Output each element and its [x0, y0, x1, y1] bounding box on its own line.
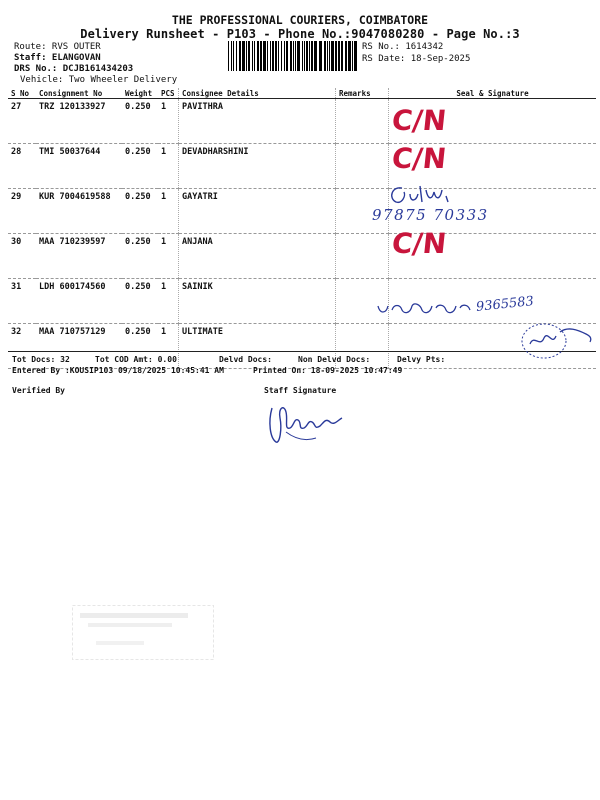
staff-signature-image	[264, 398, 348, 450]
handwritten-cn-30: C/N	[390, 227, 448, 260]
total-cod-amount: Tot COD Amt: 0.00	[95, 355, 177, 364]
col-sno: S No	[8, 88, 36, 99]
handwritten-cn-27: C/N	[390, 104, 448, 137]
staff-signature-label: Staff Signature	[264, 386, 337, 395]
row-weight: 0.250	[122, 234, 158, 279]
printed-on: Printed On: 18-09-2025 10:47:49	[253, 366, 403, 375]
col-consignee: Consignee Details	[179, 88, 336, 99]
row-sno: 27	[8, 99, 36, 144]
row-consignment: KUR 7004619588	[36, 189, 122, 234]
rs-date: RS Date: 18-Sep-2025	[362, 54, 471, 64]
table-bottom-rule	[8, 351, 596, 352]
table-row	[8, 144, 596, 189]
row-weight: 0.250	[122, 144, 158, 189]
verified-by-label: Verified By	[12, 386, 65, 395]
table-row	[8, 189, 596, 234]
rs-number: RS No.: 1614342	[362, 42, 444, 52]
row-weight: 0.250	[122, 189, 158, 234]
delivery-points: Delvy Pts:	[397, 355, 446, 364]
col-pcs: PCS	[158, 88, 179, 99]
route-label: Route: RVS OUTER	[14, 42, 101, 52]
handwritten-cn-28: C/N	[390, 142, 448, 175]
row-consignee: PAVITHRA	[179, 99, 336, 144]
row-pcs: 1	[158, 144, 179, 189]
row-consignment: LDH 600174560	[36, 279, 122, 324]
row-consignment: MAA 710239597	[36, 234, 122, 279]
row-consignment: TRZ 120133927	[36, 99, 122, 144]
delivered-docs: Delvd Docs:	[219, 355, 272, 364]
row-consignee: SAINIK	[179, 279, 336, 324]
row-pcs: 1	[158, 99, 179, 144]
runsheet-title: Delivery Runsheet - P103 - Phone No.:9047080280 - Page No.:3	[80, 27, 520, 41]
row-consignee: GAYATRI	[179, 189, 336, 234]
seal-stamp-icon	[516, 316, 596, 362]
handwritten-script-31	[374, 296, 476, 320]
row-remarks	[336, 234, 389, 279]
row-sno: 28	[8, 144, 36, 189]
barcode-image	[228, 41, 358, 71]
row-pcs: 1	[158, 189, 179, 234]
row-sno: 29	[8, 189, 36, 234]
row-sno: 30	[8, 234, 36, 279]
faded-stamp-image	[72, 605, 214, 660]
entered-by: Entered By :KOUSIP103 09/18/2025 10:45:41 AM	[12, 366, 224, 375]
row-sno: 31	[8, 279, 36, 324]
row-consignee: ULTIMATE	[179, 324, 336, 369]
col-weight: Weight	[122, 88, 158, 99]
row-pcs: 1	[158, 234, 179, 279]
runsheet-table	[8, 88, 596, 369]
table-row	[8, 99, 596, 144]
vehicle-label: Vehicle: Two Wheeler Delivery	[20, 75, 178, 85]
row-consignee: DEVADHARSHINI	[179, 144, 336, 189]
handwritten-phone-31: 9365583	[475, 294, 535, 315]
row-sno: 32	[8, 324, 36, 369]
row-consignee: ANJANA	[179, 234, 336, 279]
row-weight: 0.250	[122, 324, 158, 369]
col-consignment: Consignment No	[36, 88, 122, 99]
table-header-row	[8, 88, 596, 99]
staff-label: Staff: ELANGOVAN	[14, 53, 101, 63]
row-consignment: TMI 50037644	[36, 144, 122, 189]
col-seal: Seal & Signature	[389, 88, 597, 99]
row-remarks	[336, 144, 389, 189]
drs-label: DRS No.: DCJB161434203	[14, 64, 134, 74]
company-name: THE PROFESSIONAL COURIERS, COIMBATORE	[171, 13, 429, 27]
handwritten-phone-29: 97875 70333	[372, 206, 489, 224]
row-weight: 0.250	[122, 99, 158, 144]
row-consignment: MAA 710757129	[36, 324, 122, 369]
row-remarks	[336, 99, 389, 144]
table-row	[8, 234, 596, 279]
row-pcs: 1	[158, 324, 179, 369]
row-weight: 0.250	[122, 279, 158, 324]
total-docs: Tot Docs: 32	[12, 355, 70, 364]
col-remarks: Remarks	[336, 88, 389, 99]
non-delivered-docs: Non Delvd Docs:	[298, 355, 371, 364]
row-pcs: 1	[158, 279, 179, 324]
